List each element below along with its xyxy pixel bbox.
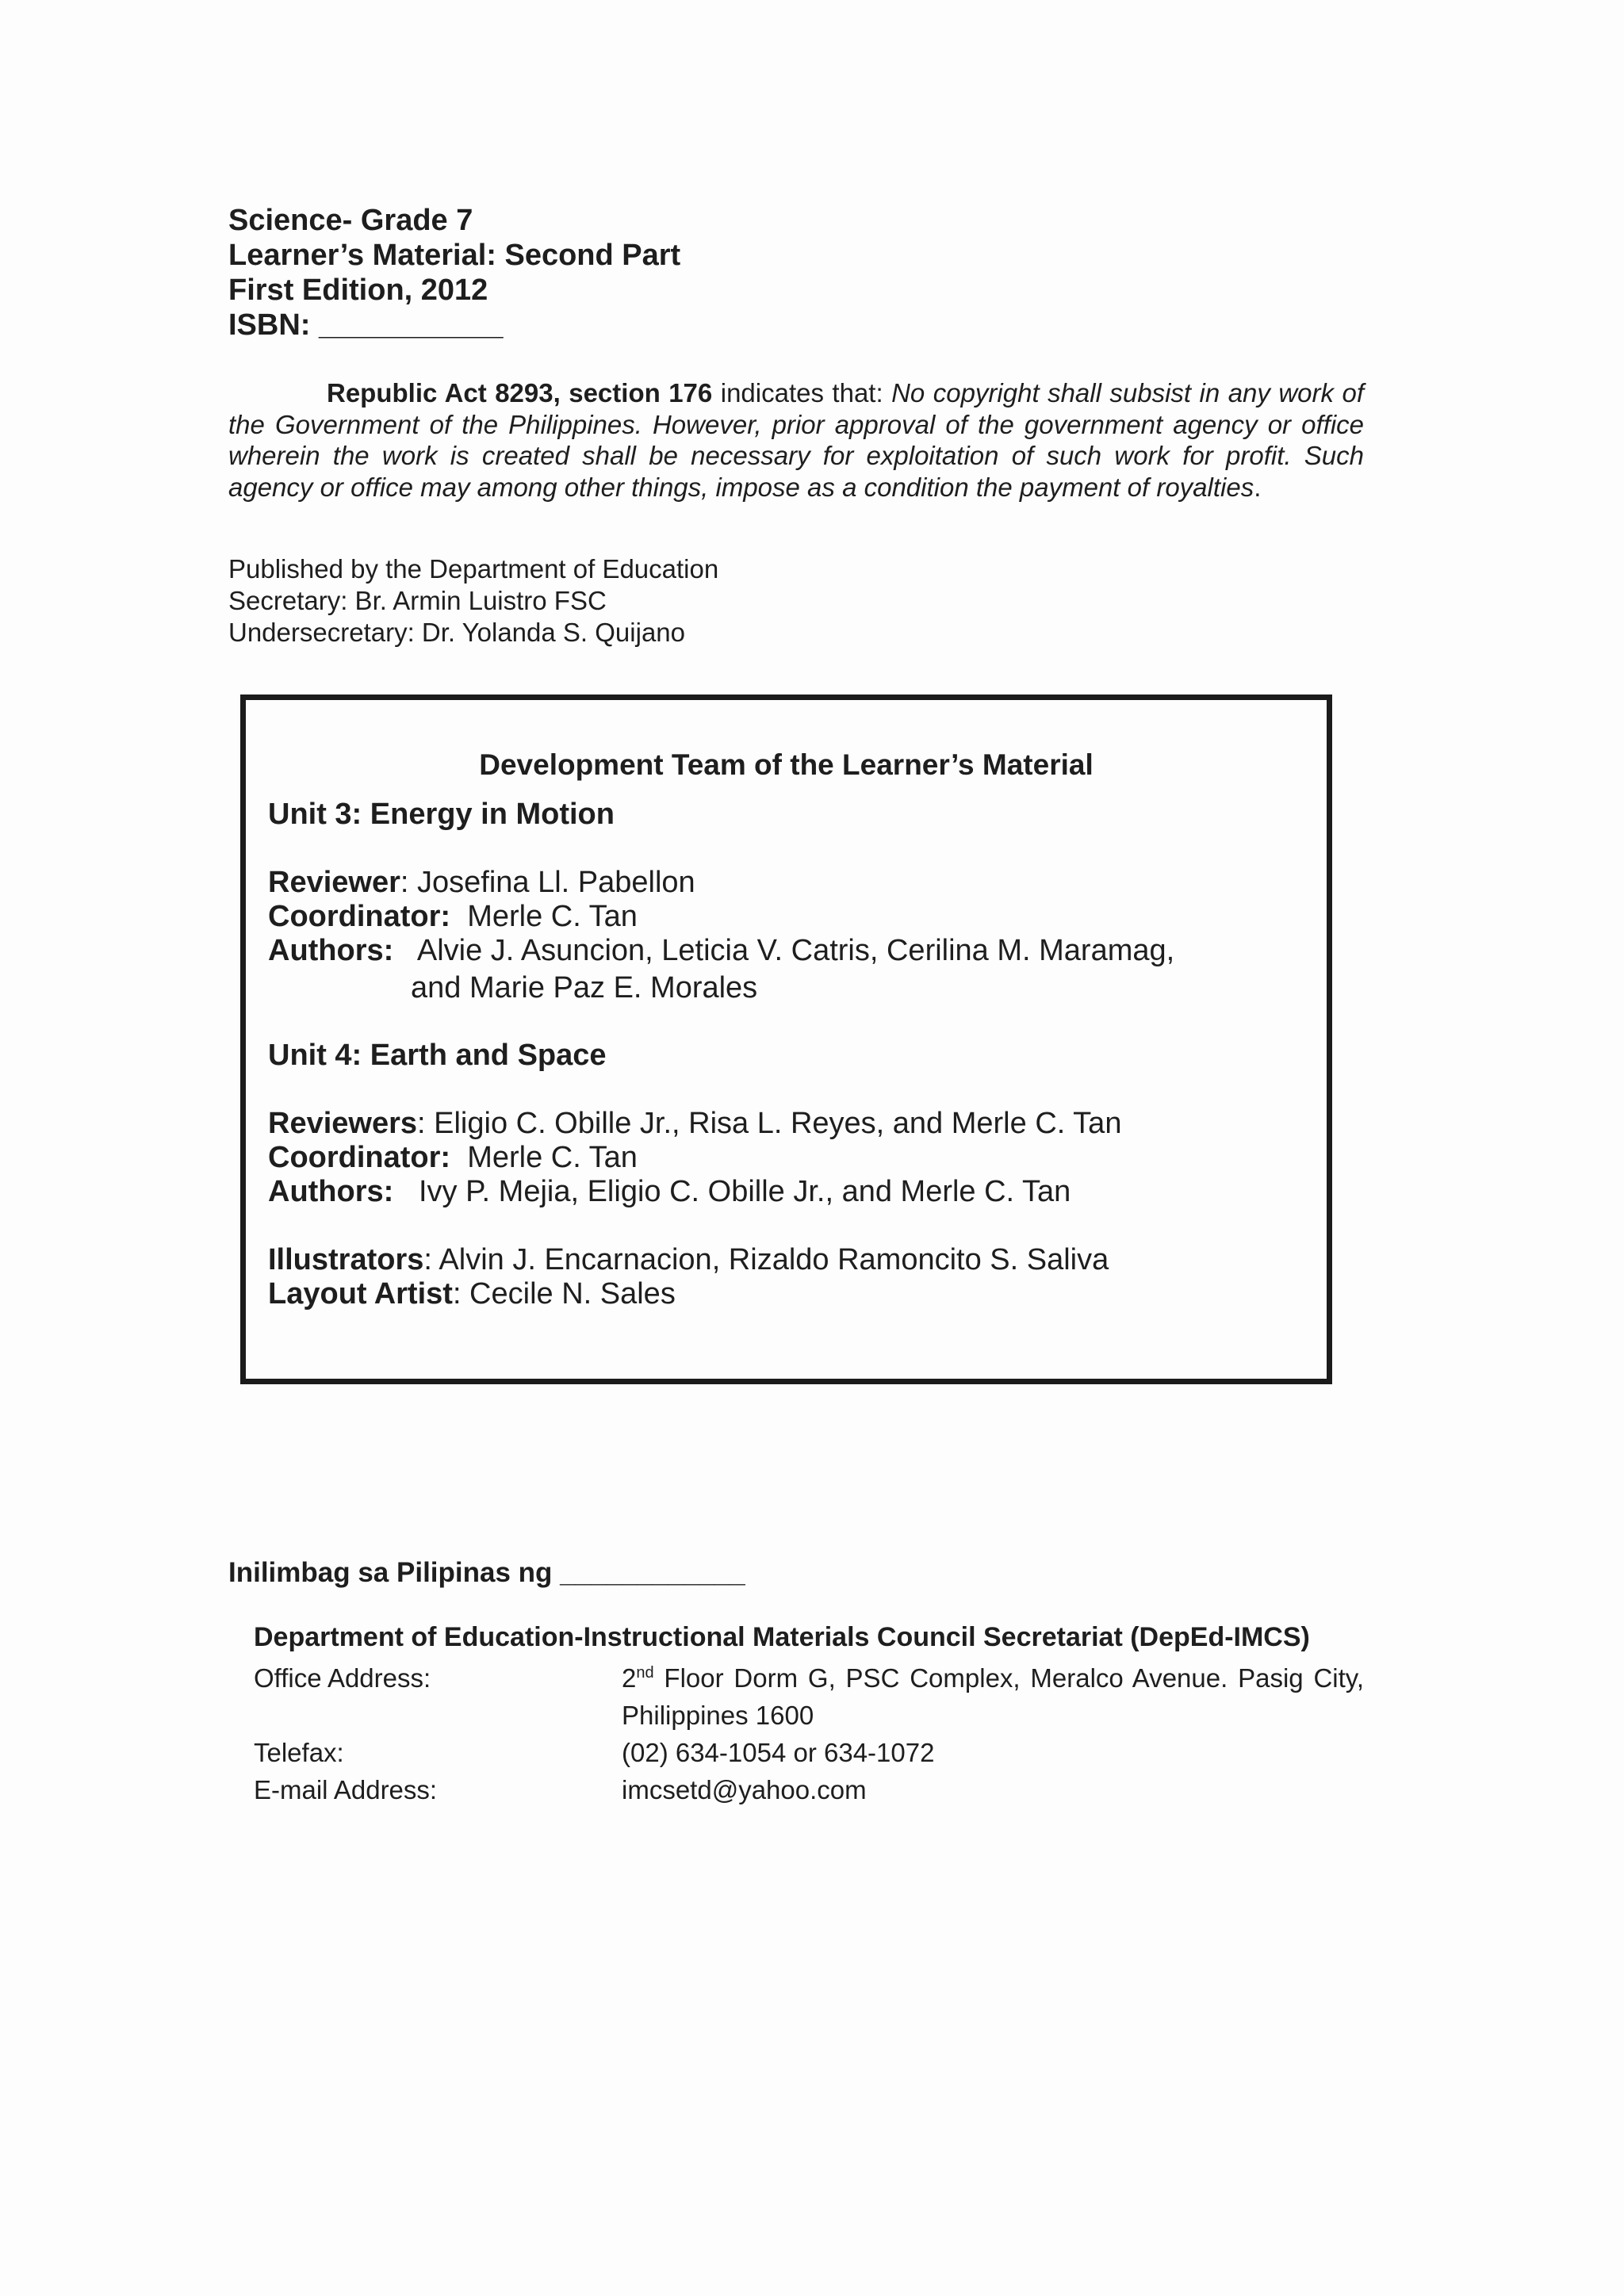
material-title: Learner’s Material: Second Part — [228, 239, 681, 272]
secretary-line: Secretary: Br. Armin Luistro FSC — [228, 586, 607, 615]
unit4-reviewers: Reviewers: Eligio C. Obille Jr., Risa L. Reyes, and Merle C. Tan — [268, 1107, 1122, 1140]
book-title: Science- Grade 7 — [228, 204, 473, 237]
printed-in: Inilimbag sa Pilipinas ng ____________ — [228, 1557, 745, 1588]
law-reference: Republic Act 8293, section 176 — [327, 378, 713, 408]
illustrators: Illustrators: Alvin J. Encarnacion, Rizaldo Ramoncito S. Saliva — [268, 1243, 1109, 1276]
email-row — [254, 1771, 1364, 1808]
team-title: Development Team of the Learner’s Material — [479, 748, 1094, 781]
unit3-authors: Authors: Alvie J. Asuncion, Leticia V. Catris, Cerilina M. Maramag, — [268, 934, 1175, 967]
law-text: No copyright shall subsist in any work of the Government of the Philippines. However, prior approval of the government agency or office wherein the work is created shall be necessary for exploitation of such work for profit. Such agency or office may among other things, impose as a condition the payment of royalties — [228, 378, 1364, 502]
office-address-label: Office Address: — [254, 1663, 431, 1693]
layout-artist: Layout Artist: Cecile N. Sales — [268, 1277, 676, 1311]
isbn: ISBN: ___________ — [228, 308, 504, 342]
development-team-box — [240, 695, 1332, 1384]
edition: First Edition, 2012 — [228, 274, 488, 307]
telefax-label: Telefax: — [254, 1738, 344, 1767]
unit3-coordinator: Coordinator: Merle C. Tan — [268, 900, 638, 933]
unit3-title: Unit 3: Energy in Motion — [268, 798, 615, 831]
unit4-title: Unit 4: Earth and Space — [268, 1039, 607, 1072]
unit4-authors: Authors: Ivy P. Mejia, Eligio C. Obille Jr., and Merle C. Tan — [268, 1175, 1071, 1208]
unit4-coordinator: Coordinator: Merle C. Tan — [268, 1141, 638, 1174]
imcs-block — [254, 1622, 1364, 1808]
undersecretary-line: Undersecretary: Dr. Yolanda S. Quijano — [228, 618, 686, 647]
copyright-notice — [228, 377, 1364, 503]
telefax-row — [254, 1734, 1364, 1771]
publisher-line: Published by the Department of Education — [228, 554, 719, 584]
unit3-authors-continued: and Marie Paz E. Morales — [411, 971, 758, 1004]
unit3-reviewer: Reviewer: Josefina Ll. Pabellon — [268, 866, 695, 899]
office-address-value: 2nd Floor Dorm G, PSC Complex, Meralco Avenue. Pasig City, Philippines 1600 — [622, 1663, 1364, 1730]
email-label: E-mail Address: — [254, 1775, 438, 1804]
law-tail: . — [1254, 472, 1262, 502]
header-block — [228, 203, 680, 342]
telefax-value: (02) 634-1054 or 634-1072 — [622, 1738, 935, 1767]
law-connector: indicates that: — [712, 378, 892, 408]
office-address-row — [254, 1659, 1364, 1734]
email-value: imcsetd@yahoo.com — [622, 1775, 867, 1804]
imcs-title: Department of Education-Instructional Materials Council Secretariat (DepEd-IMCS) — [254, 1622, 1310, 1652]
publisher-block — [228, 553, 718, 649]
